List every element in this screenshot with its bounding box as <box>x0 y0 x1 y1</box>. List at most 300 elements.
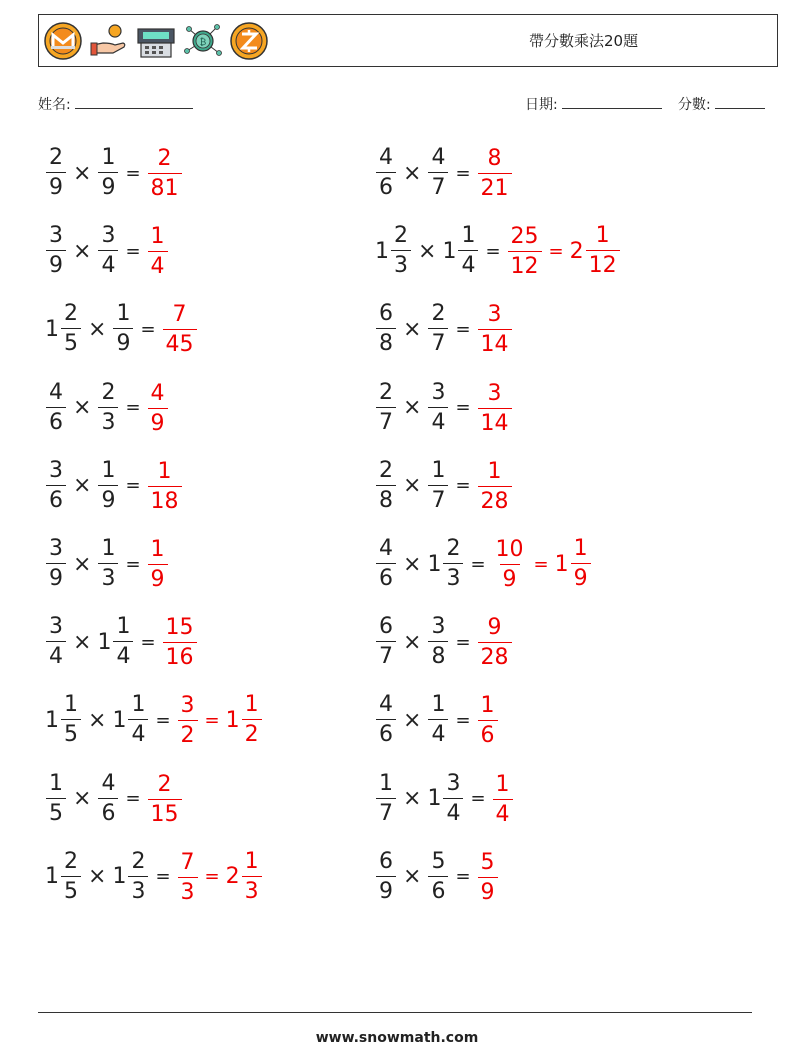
operand-a-whole: 1 <box>45 316 59 342</box>
operand-b-fraction <box>428 379 448 435</box>
answer-value-fraction <box>478 617 512 669</box>
answer-value <box>492 539 528 591</box>
operand-b-denominator: 4 <box>428 407 448 434</box>
operand-b-fraction <box>98 147 118 199</box>
problem-item <box>45 764 183 834</box>
operand-b <box>427 770 464 826</box>
equals-sign: = <box>455 162 471 184</box>
operand-b-fraction <box>428 616 448 668</box>
operand-b <box>427 694 449 746</box>
problem-item <box>45 216 169 286</box>
equals-sign: = <box>125 162 141 184</box>
operand-b-fraction <box>128 848 148 904</box>
times-sign: × <box>403 707 422 733</box>
operand-b-numerator: 3 <box>446 770 461 796</box>
operand-a-denominator: 8 <box>376 485 396 512</box>
times-sign: × <box>403 864 422 890</box>
equals-sign: = <box>455 318 471 340</box>
answer-value-fraction <box>478 148 512 200</box>
operand-a <box>375 379 397 435</box>
answer-value <box>477 380 513 436</box>
operand-b-denominator: 3 <box>443 563 463 590</box>
answer-value-denominator: 12 <box>586 250 620 277</box>
answer-value-whole: 2 <box>225 864 240 890</box>
problem-item <box>45 373 169 443</box>
answer-value-fraction <box>493 771 513 827</box>
answer-value <box>147 458 183 514</box>
operand-a-fraction <box>61 694 81 746</box>
answer-value <box>477 304 513 356</box>
operand-a-fraction <box>61 848 81 904</box>
answer-value-numerator: 8 <box>487 146 502 171</box>
operand-b-fraction <box>428 694 448 746</box>
operand-a-numerator: 4 <box>379 536 393 561</box>
operand-b-denominator: 9 <box>98 485 118 512</box>
operand-b <box>112 694 149 746</box>
times-sign: × <box>73 629 92 655</box>
answer-value-denominator: 4 <box>148 251 168 278</box>
operand-a-numerator: 6 <box>379 848 393 874</box>
score-label: 分數: <box>678 97 711 113</box>
operand-a-denominator: 3 <box>391 250 411 277</box>
times-sign: × <box>403 395 422 421</box>
answer-value-denominator: 2 <box>242 719 262 746</box>
operand-a-numerator: 4 <box>49 379 63 405</box>
answer-value-fraction <box>586 225 620 277</box>
operand-a-denominator: 6 <box>46 407 66 434</box>
date-label: 日期: <box>525 97 558 113</box>
operand-a-denominator: 9 <box>46 563 66 590</box>
operand-a-fraction <box>376 694 396 746</box>
operand-b-numerator: 1 <box>101 457 116 483</box>
answer-value-numerator: 5 <box>480 849 495 875</box>
answer <box>570 225 621 277</box>
operand-a <box>45 147 67 199</box>
operand-b-numerator: 5 <box>431 848 446 874</box>
operand-a-fraction <box>376 147 396 199</box>
answer-value-numerator: 1 <box>573 536 588 561</box>
footer-url: www.snowmath.com <box>315 1030 479 1046</box>
times-sign: × <box>73 786 92 812</box>
equals-sign: = <box>125 475 141 497</box>
operand-a-fraction <box>46 770 66 826</box>
answer-value-denominator: 15 <box>148 799 182 826</box>
answer-value <box>226 694 263 746</box>
operand-a-numerator: 1 <box>49 770 63 796</box>
operand-b-numerator: 1 <box>101 145 116 170</box>
problem-item <box>45 294 198 364</box>
problem-item <box>375 216 621 286</box>
answer-value-fraction <box>508 226 542 278</box>
operand-b-fraction <box>113 616 133 668</box>
operand-a-denominator: 6 <box>376 719 396 746</box>
answer-value <box>177 849 199 905</box>
operand-a-denominator: 7 <box>376 641 396 668</box>
operand-b-whole: 1 <box>427 551 442 577</box>
operand-a-fraction <box>376 770 396 826</box>
operand-a <box>375 147 397 199</box>
equals-sign: = <box>470 553 486 575</box>
operand-b-fraction <box>428 848 448 904</box>
operand-a-numerator: 2 <box>49 145 63 170</box>
operand-b <box>97 379 119 435</box>
operand-b-fraction <box>98 225 118 277</box>
operand-b <box>427 457 449 513</box>
operand-a-numerator: 3 <box>49 614 63 640</box>
answer-value <box>147 226 169 278</box>
operand-b-denominator: 7 <box>428 172 448 199</box>
answer-value <box>225 848 263 904</box>
operand-b-fraction <box>98 538 118 590</box>
equals-sign: = <box>125 397 141 419</box>
operand-a-fraction <box>376 616 396 668</box>
times-sign: × <box>418 238 437 264</box>
answer <box>225 848 263 904</box>
answer-value-fraction <box>242 694 262 746</box>
answer-value-whole: 2 <box>569 238 584 264</box>
operand-b-whole: 1 <box>112 707 127 733</box>
answer <box>492 772 514 826</box>
times-sign: × <box>403 786 422 812</box>
answer-value <box>570 225 621 277</box>
operand-a-denominator: 5 <box>46 798 66 825</box>
answer-value-fraction <box>148 771 182 827</box>
answer-value-numerator: 1 <box>157 458 172 484</box>
operand-b-denominator: 4 <box>443 798 463 825</box>
answer-value-numerator: 1 <box>595 223 610 249</box>
operand-b-denominator: 4 <box>458 250 478 277</box>
operand-a <box>45 848 82 904</box>
answer-value <box>477 458 513 514</box>
answer <box>477 146 513 200</box>
answer-value-fraction <box>148 458 182 514</box>
answer <box>507 224 543 278</box>
operand-a-whole: 1 <box>45 707 59 733</box>
operand-b <box>97 225 119 277</box>
operand-a-fraction <box>46 379 66 435</box>
equals-sign: = <box>455 397 471 419</box>
operand-a-numerator: 2 <box>379 457 393 483</box>
answer <box>147 224 169 278</box>
answer <box>147 537 169 591</box>
operand-a-whole: 1 <box>375 238 389 264</box>
operand-b-denominator: 3 <box>98 407 118 434</box>
operand-b-denominator: 4 <box>428 719 448 746</box>
problem-item <box>45 138 183 208</box>
times-sign: × <box>73 160 92 186</box>
operand-a-denominator: 5 <box>61 719 81 746</box>
answer-value-numerator: 3 <box>487 302 502 328</box>
operand-a-fraction <box>61 303 81 355</box>
operand-b <box>97 147 119 199</box>
operand-a-numerator: 6 <box>379 301 393 327</box>
answer-value <box>492 771 514 827</box>
operand-b-denominator: 4 <box>98 250 118 277</box>
operand-a-fraction <box>376 848 396 904</box>
times-sign: × <box>73 395 92 421</box>
operand-b-denominator: 4 <box>128 719 148 746</box>
operand-b <box>427 303 449 355</box>
answer-value-denominator: 45 <box>163 329 197 356</box>
operand-a-numerator: 4 <box>379 692 393 718</box>
operand-b-denominator: 3 <box>128 876 148 903</box>
operand-b-fraction <box>128 694 148 746</box>
equals-sign: = <box>485 240 501 262</box>
answer-value-fraction <box>163 617 197 669</box>
operand-b-numerator: 4 <box>431 145 446 170</box>
answer-value-numerator: 1 <box>244 692 259 718</box>
operand-b-whole: 1 <box>97 629 112 655</box>
operand-b-whole: 1 <box>112 864 127 890</box>
operand-b-fraction <box>443 770 463 826</box>
times-sign: × <box>88 316 107 342</box>
answer-value <box>147 148 183 200</box>
times-sign: × <box>403 551 422 577</box>
answer <box>162 615 198 669</box>
answer-value-denominator: 9 <box>148 408 168 435</box>
answer-value-denominator: 16 <box>163 642 197 669</box>
answer-value-numerator: 3 <box>487 380 502 406</box>
operand-a-denominator: 8 <box>376 328 396 355</box>
problem-item <box>45 685 263 755</box>
answer-value-denominator: 14 <box>478 329 512 356</box>
answer-value <box>477 849 499 905</box>
times-sign: × <box>403 316 422 342</box>
problem-item <box>375 294 513 364</box>
answer-value <box>177 695 199 747</box>
answer-value-denominator: 81 <box>148 173 182 200</box>
answer-equals-sign: = <box>204 866 220 888</box>
answer-value-fraction <box>478 849 498 905</box>
equals-sign: = <box>455 631 471 653</box>
answer <box>177 693 199 747</box>
answer-value-fraction <box>478 380 512 436</box>
operand-b <box>427 379 449 435</box>
equals-sign: = <box>125 240 141 262</box>
operand-a-numerator: 2 <box>379 379 393 405</box>
operand-b-numerator: 1 <box>431 457 446 483</box>
answer-value <box>555 538 592 590</box>
operand-a-fraction <box>46 147 66 199</box>
operand-a <box>375 848 397 904</box>
answer-value <box>477 617 513 669</box>
operand-a-numerator: 1 <box>379 770 393 796</box>
operand-a <box>375 457 397 513</box>
answer-equals-sign: = <box>204 709 220 731</box>
operand-b-numerator: 3 <box>101 223 116 249</box>
operand-b-numerator: 1 <box>431 692 446 718</box>
operand-a-denominator: 9 <box>376 876 396 903</box>
answer-value-numerator: 7 <box>172 302 187 328</box>
operand-a-numerator: 1 <box>64 692 78 718</box>
answer <box>147 381 169 435</box>
times-sign: × <box>88 707 107 733</box>
operand-b-denominator: 3 <box>98 563 118 590</box>
operand-a <box>375 303 397 355</box>
times-sign: × <box>403 473 422 499</box>
operand-a <box>375 770 397 826</box>
answer-value-denominator: 4 <box>493 799 513 826</box>
operand-a-denominator: 6 <box>376 563 396 590</box>
svg-text:₿: ₿ <box>199 38 207 48</box>
answer-value-fraction <box>163 304 197 356</box>
answer-value-fraction <box>178 695 198 747</box>
answer <box>477 381 513 435</box>
answer <box>147 772 183 826</box>
operand-a-fraction <box>46 538 66 590</box>
answer <box>477 459 513 513</box>
answer-value-numerator: 1 <box>244 848 259 874</box>
operand-a-whole: 1 <box>45 864 59 890</box>
operand-b-numerator: 1 <box>131 692 146 718</box>
answer-value <box>477 148 513 200</box>
operand-b <box>112 303 134 355</box>
answer-value <box>147 771 183 827</box>
answer-value <box>162 617 198 669</box>
answer <box>477 693 499 747</box>
answer-value-fraction <box>242 848 262 904</box>
answer-value-fraction <box>148 539 168 591</box>
answer-value <box>147 539 169 591</box>
operand-b-fraction <box>428 303 448 355</box>
operand-a <box>45 694 82 746</box>
answer-value-fraction <box>571 538 591 590</box>
answer-value-denominator: 6 <box>478 720 498 747</box>
answer-value-denominator: 21 <box>478 173 512 200</box>
answer <box>477 302 513 356</box>
operand-a-fraction <box>391 225 411 277</box>
operand-b-fraction <box>458 225 478 277</box>
answer-value-numerator: 1 <box>150 537 165 562</box>
operand-b-fraction <box>98 457 118 513</box>
operand-b-numerator: 1 <box>116 301 131 327</box>
operand-a <box>375 225 412 277</box>
answer-value-numerator: 1 <box>495 771 510 797</box>
times-sign: × <box>88 864 107 890</box>
answer-value-denominator: 18 <box>148 486 182 513</box>
operand-b-denominator: 8 <box>428 641 448 668</box>
answer-value-whole: 1 <box>554 551 569 577</box>
operand-a <box>375 694 397 746</box>
operand-b-numerator: 3 <box>431 379 446 405</box>
operand-b-fraction <box>443 538 463 590</box>
operand-b-denominator: 6 <box>428 876 448 903</box>
operand-a-fraction <box>46 457 66 513</box>
times-sign: × <box>73 551 92 577</box>
answer-value-denominator: 28 <box>478 486 512 513</box>
operand-b-fraction <box>428 147 448 199</box>
answer <box>555 538 592 590</box>
operand-a-numerator: 2 <box>394 223 408 249</box>
answer-value-fraction <box>478 304 512 356</box>
answer-value-numerator: 15 <box>165 615 194 641</box>
operand-a-numerator: 2 <box>64 301 78 327</box>
operand-a-fraction <box>46 225 66 277</box>
answer-value-fraction <box>178 849 198 905</box>
operand-a <box>45 457 67 513</box>
footer-divider <box>38 1012 752 1013</box>
answer-value-fraction <box>478 695 498 747</box>
operand-a-fraction <box>376 303 396 355</box>
operand-b-whole: 1 <box>427 786 442 812</box>
answer-value-numerator: 2 <box>157 146 172 171</box>
operand-b-numerator: 1 <box>461 223 476 249</box>
answer-value-denominator: 3 <box>178 877 198 904</box>
operand-b-numerator: 1 <box>101 536 116 561</box>
problem-item <box>375 607 513 677</box>
operand-a <box>45 616 67 668</box>
answer-value-numerator: 4 <box>150 380 165 406</box>
answer-value <box>162 304 198 356</box>
answer-value <box>477 695 499 747</box>
problem-item <box>375 842 499 912</box>
operand-a-numerator: 3 <box>49 457 63 483</box>
problem-item <box>45 529 169 599</box>
operand-b <box>112 848 149 904</box>
operand-a-denominator: 5 <box>61 328 81 355</box>
equals-sign: = <box>125 788 141 810</box>
operand-b-denominator: 7 <box>428 328 448 355</box>
operand-b <box>97 538 119 590</box>
operand-a-numerator: 3 <box>49 223 63 249</box>
answer <box>492 537 528 591</box>
times-sign: × <box>73 238 92 264</box>
operand-a-fraction <box>376 379 396 435</box>
operand-b-fraction <box>113 303 133 355</box>
equals-sign: = <box>455 475 471 497</box>
answer-value-fraction <box>148 148 182 200</box>
times-sign: × <box>73 473 92 499</box>
times-sign: × <box>403 629 422 655</box>
answer <box>147 146 183 200</box>
answer <box>226 694 263 746</box>
problem-item <box>375 373 513 443</box>
operand-b-numerator: 2 <box>101 379 116 405</box>
answer-value-fraction <box>493 539 527 591</box>
operand-a-fraction <box>46 616 66 668</box>
operand-a-denominator: 7 <box>376 798 396 825</box>
operand-b-denominator: 4 <box>113 641 133 668</box>
operand-a-numerator: 3 <box>49 536 63 561</box>
operand-b-denominator: 7 <box>428 485 448 512</box>
answer-equals-sign: = <box>548 240 564 262</box>
operand-b <box>427 848 449 904</box>
problem-item <box>45 451 183 521</box>
problem-item <box>45 607 198 677</box>
operand-a-denominator: 5 <box>61 876 81 903</box>
operand-b-numerator: 2 <box>431 301 446 327</box>
answer-value-denominator: 28 <box>478 642 512 669</box>
operand-b-numerator: 2 <box>446 536 461 561</box>
operand-b-numerator: 2 <box>131 848 146 874</box>
problem-item <box>375 451 513 521</box>
answer-value-numerator: 2 <box>157 771 172 797</box>
operand-b <box>427 538 464 590</box>
operand-a-denominator: 6 <box>376 172 396 199</box>
operand-b-fraction <box>98 379 118 435</box>
problem-item <box>45 842 263 912</box>
operand-a <box>375 538 397 590</box>
answer <box>147 459 183 513</box>
operand-a <box>45 770 67 826</box>
operand-b-denominator: 6 <box>98 798 118 825</box>
operand-b-numerator: 4 <box>101 770 116 796</box>
operand-a-denominator: 4 <box>46 641 66 668</box>
operand-b-numerator: 1 <box>116 614 131 640</box>
equals-sign: = <box>140 631 156 653</box>
equals-sign: = <box>455 866 471 888</box>
problem-item <box>375 138 513 208</box>
